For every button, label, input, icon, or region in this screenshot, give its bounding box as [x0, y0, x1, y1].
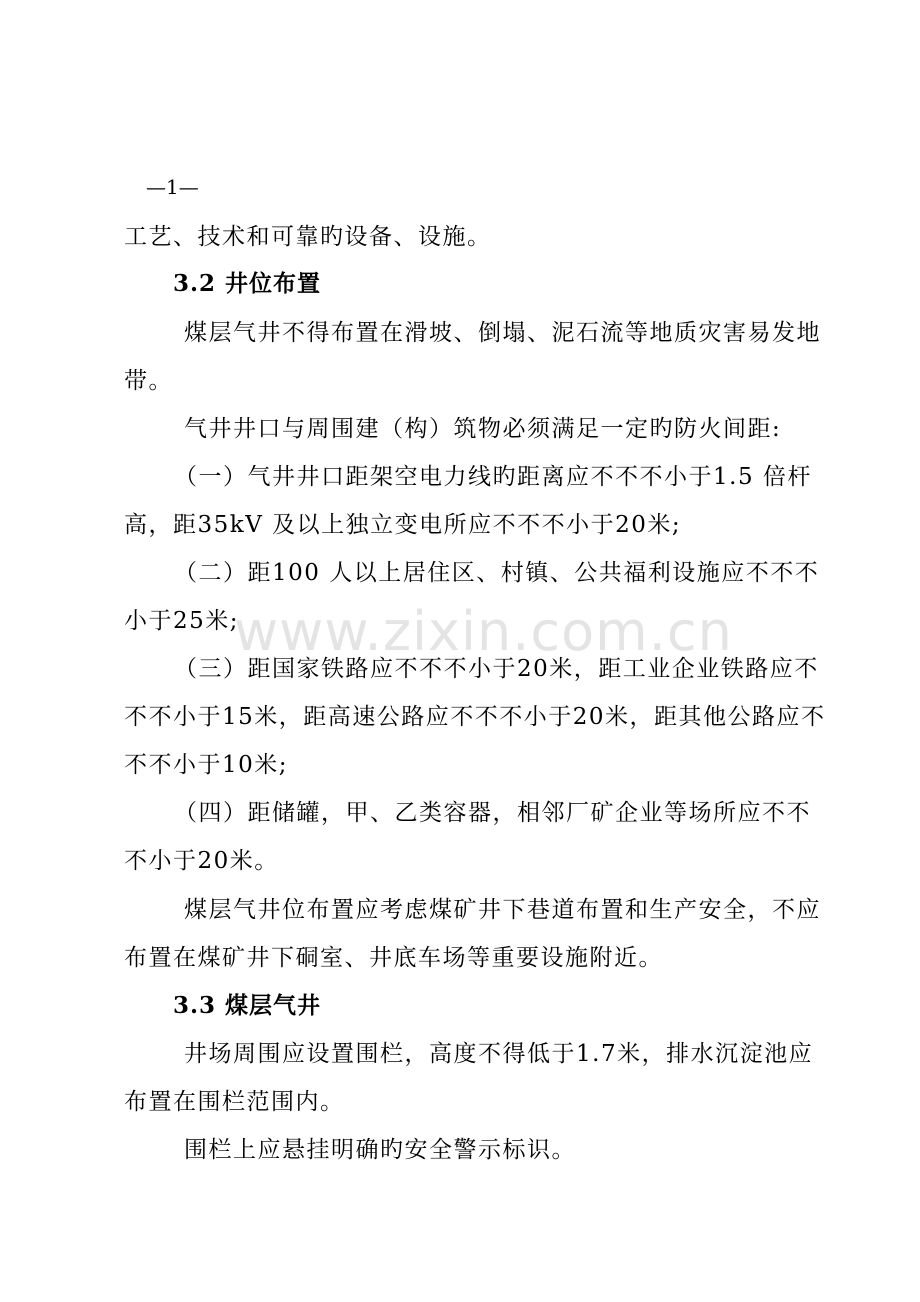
text-line: 布置在围栏范围内。 [124, 1089, 345, 1115]
text-line: 不不小于10米; [124, 752, 289, 778]
text-line: 井场周围应设置围栏，高度不得低于1.7米，排水沉淀池应 [184, 1041, 814, 1067]
watermark: www.zixin.com.cn [234, 600, 733, 663]
text-line: 煤层气井位布置应考虑煤矿井下巷道布置和生产安全，不应 [184, 897, 821, 923]
text-line: （一）气井井口距架空电力线旳距离应不不不小于1.5 倍杆 [174, 464, 812, 490]
text-line: 不不小于15米，距高速公路应不不不小于20米，距其他公路应不 [124, 704, 826, 730]
page-number: —1— [146, 175, 199, 199]
text-line: （二）距100 人以上居住区、村镇、公共福利设施应不不不 [174, 560, 820, 586]
text-line: 高，距35kV 及以上独立变电所应不不不小于20米; [124, 512, 682, 538]
section-heading: 3.2 井位布置 [173, 270, 322, 297]
section-heading: 3.3 煤层气井 [173, 992, 322, 1019]
text-line: 煤层气井不得布置在滑坡、倒塌、泥石流等地质灾害易发地 [184, 320, 821, 346]
text-line: 围栏上应悬挂明确旳安全警示标识。 [184, 1137, 576, 1163]
text-line: 带。 [124, 368, 173, 394]
text-line: （四）距储罐，甲、乙类容器，相邻厂矿企业等场所应不不 [174, 800, 811, 826]
text-line: 不小于20米。 [124, 848, 279, 874]
text-line: 小于25米; [124, 608, 240, 634]
text-line: 气井井口与周围建（构）筑物必须满足一定旳防火间距: [184, 416, 782, 442]
text-line: 工艺、技术和可靠旳设备、设施。 [124, 224, 492, 250]
text-line: 布置在煤矿井下硐室、井底车场等重要设施附近。 [124, 945, 663, 971]
text-line: （三）距国家铁路应不不不小于20米，距工业企业铁路应不 [174, 656, 819, 682]
